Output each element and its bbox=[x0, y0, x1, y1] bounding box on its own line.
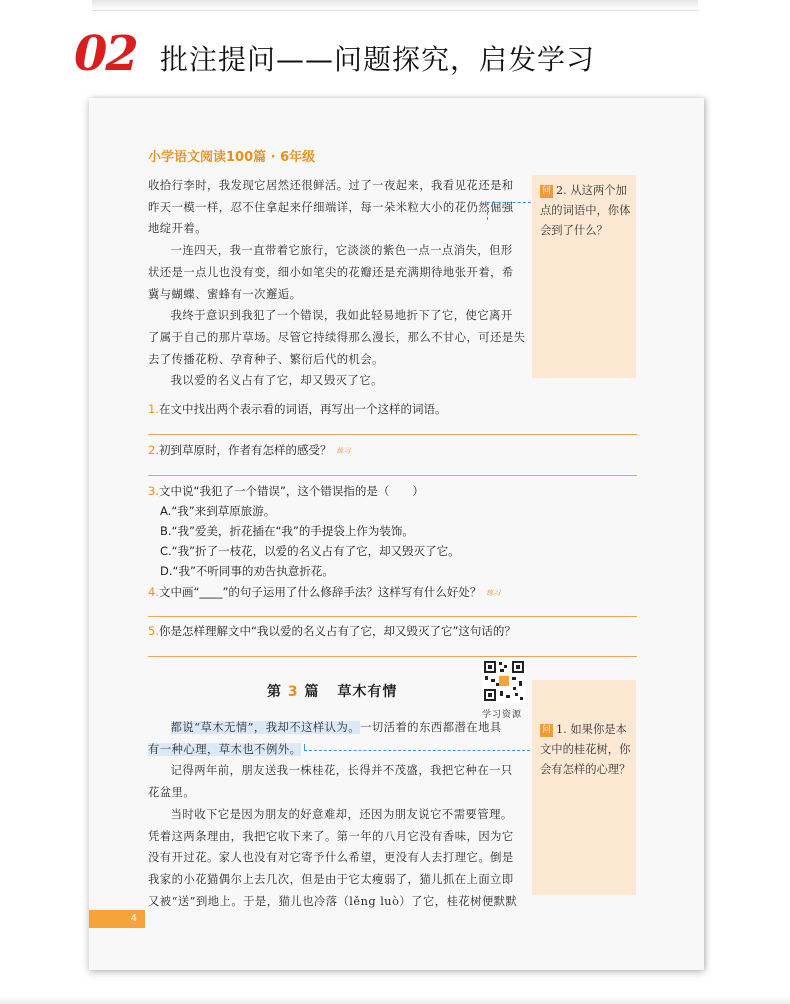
highlighted-sentence: 都说“草木无情”，我却不这样认为。 bbox=[170, 721, 361, 734]
question-1 bbox=[148, 400, 446, 418]
article-title bbox=[267, 681, 397, 701]
bottom-edge bbox=[0, 996, 790, 1004]
text-line: 没有开过花。家人也没有对它寄予什么希望，更没有人去打理它。倒是 bbox=[148, 851, 514, 865]
annotation-connector bbox=[487, 202, 488, 220]
annotation-note-1 bbox=[540, 181, 632, 241]
option-b[interactable]: B.“我”爱美，折花插在“我”的手提袋上作为装饰。 bbox=[160, 524, 414, 538]
text-line: 昨天一模一样，忍不住拿起来仔细端详，每一朵米粒大小的花仍然倔强 bbox=[148, 200, 514, 214]
annotation-connector bbox=[304, 744, 305, 750]
section-number: 02 bbox=[74, 26, 137, 82]
option-d[interactable]: D.“我”不听同事的劝告执意折花。 bbox=[160, 564, 334, 578]
annotation-connector bbox=[487, 202, 531, 203]
text-line: 我家的小花猫偶尔上去几次，但是由于它太瘦弱了，猫儿抓在上面立即 bbox=[148, 872, 514, 886]
annotation-connector bbox=[304, 750, 530, 751]
article-number: 3 bbox=[287, 684, 299, 700]
answer-line[interactable] bbox=[148, 616, 637, 617]
text-line: 地绽开着。 bbox=[148, 222, 207, 236]
annotation-box-1 bbox=[532, 175, 636, 378]
section-title: 批注提问——问题探究，启发学习 bbox=[160, 43, 596, 76]
highlighted-sentence: 有一种心理，草木也不例外。 bbox=[148, 742, 302, 756]
question-icon: 问 bbox=[541, 725, 551, 735]
question-text: 初到草原时，作者有怎样的感受？ bbox=[158, 443, 332, 457]
annotation-text: 1. 如果你是本文中的桂花树，你会有怎样的心理？ bbox=[540, 723, 631, 776]
question-number: 1. bbox=[148, 402, 159, 416]
top-edge bbox=[92, 0, 698, 11]
text-line: 收拾行李时，我发现它居然还很鲜活。过了一夜起来，我看见花还是和 bbox=[148, 179, 514, 192]
option-c[interactable]: C.“我”折了一枝花，以爱的名义占有了它，却又毁灭了它。 bbox=[160, 544, 460, 558]
text-line: 花盆里。 bbox=[148, 786, 196, 800]
text-line: 又被“送”到地上。于是，猫儿也冷落（lěng luò）了它，桂花树便默默 bbox=[148, 894, 518, 908]
question-text: 你是怎样理解文中“我以爱的名义占有了它，却又毁灭了它”这句话的？ bbox=[158, 624, 516, 638]
text-line: 当时收下它是因为朋友的好意难却，还因为朋友说它不需要管理。 bbox=[170, 807, 513, 821]
question-number: 4. bbox=[148, 585, 159, 599]
text-span: 一切活着的东西都潜在地具 bbox=[360, 721, 502, 734]
question-icon: 问 bbox=[541, 186, 551, 196]
option-a[interactable]: A.“我”来到草原旅游。 bbox=[160, 504, 276, 518]
annotation-text: 2. 从这两个加点的词语中，你体会到了什么？ bbox=[540, 184, 631, 237]
practice-tag: 练习 bbox=[336, 447, 351, 455]
question-text: 文中画“____”的句子运用了什么修辞手法？这样写有什么好处？ bbox=[158, 585, 482, 599]
text-line: 冀与蝴蝶、蜜蜂有一次邂逅。 bbox=[148, 287, 302, 301]
answer-line[interactable] bbox=[148, 475, 637, 476]
text-line: 我以爱的名义占有了它，却又毁灭了它。 bbox=[170, 374, 383, 388]
article-title-text: 草木有情 bbox=[337, 684, 398, 700]
question-number: 2. bbox=[148, 443, 159, 457]
question-text: 在文中找出两个表示看的词语，再写出一个这样的词语。 bbox=[158, 402, 447, 416]
article-prefix: 第 bbox=[267, 684, 282, 700]
text-line: 凭着这两条理由，我把它收下来了。第一年的八月它没有香味，因为它 bbox=[148, 829, 514, 843]
answer-line[interactable] bbox=[148, 434, 637, 435]
qr-label: 学习资源 bbox=[482, 710, 523, 720]
passage-2 bbox=[148, 717, 620, 912]
question-5 bbox=[148, 622, 516, 640]
question-4 bbox=[148, 583, 500, 602]
question-3 bbox=[148, 482, 424, 500]
question-number: 3. bbox=[148, 484, 159, 498]
question-number: 5. bbox=[148, 624, 159, 638]
text-line: 状还是一点儿也没有变，细小如笔尖的花瓣还是充满期待地张开着，希 bbox=[148, 265, 514, 279]
text-line: 一连四天，我一直带着它旅行，它淡淡的紫色一点一点消失，但形 bbox=[170, 244, 513, 258]
text-line: 记得两年前，朋友送我一株桂花，长得并不茂盛，我把它种在一只 bbox=[170, 764, 513, 778]
article-suffix: 篇 bbox=[304, 684, 320, 700]
answer-line[interactable] bbox=[148, 656, 637, 657]
text-line: 我终于意识到我犯了一个错误，我如此轻易地折下了它，使它离开 bbox=[170, 309, 513, 323]
practice-tag: 练习 bbox=[486, 589, 501, 597]
text-line: 去了传播花粉、孕育种子、繁衍后代的机会。 bbox=[148, 352, 384, 366]
text-line: 了属于自己的那片草场。尽管它持续得那么漫长，那么不甘心，可还是失 bbox=[148, 330, 526, 344]
qr-code[interactable] bbox=[482, 659, 526, 703]
page-number: 4 bbox=[89, 910, 145, 928]
question-2 bbox=[148, 441, 350, 460]
book-series-label: 小学语文阅读100篇 · 6年级 bbox=[148, 150, 316, 165]
book-page bbox=[89, 98, 704, 970]
question-text: 文中说“我犯了一个错误”，这个错误指的是（ ） bbox=[158, 484, 424, 498]
